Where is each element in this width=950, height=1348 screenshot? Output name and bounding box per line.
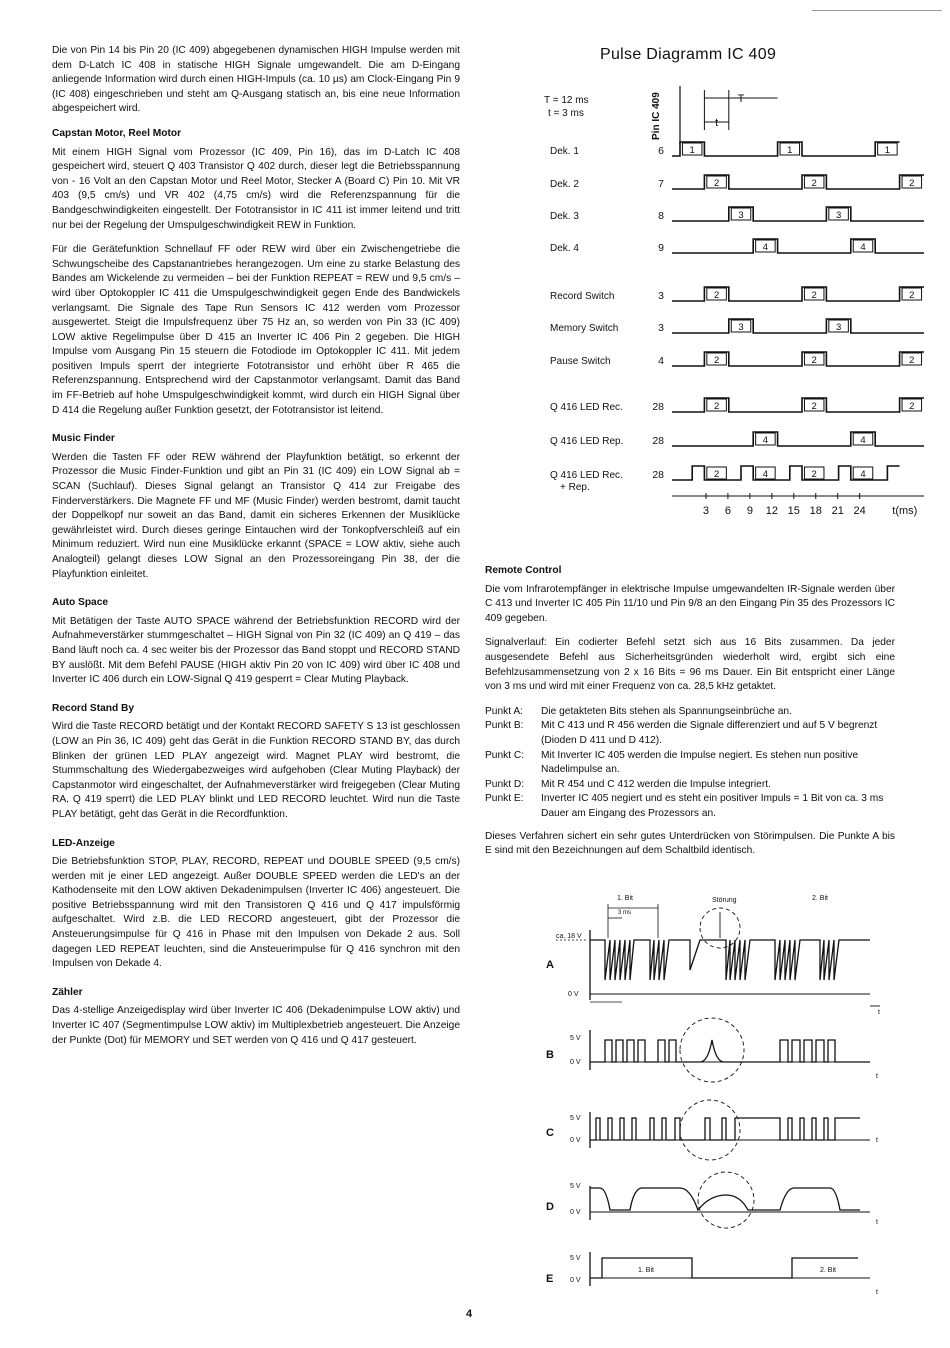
x-tick-label: 24	[853, 505, 866, 517]
digit-label: 2	[909, 178, 915, 189]
x-tick-label: 6	[724, 505, 731, 517]
section-music-finder	[52, 432, 460, 582]
section-paragraph: Werden die Tasten FF oder REW während der Playfunktion betätigt, so erkennt der Prozessor die Music Finder-Funktion und gibt an Pin 31 (IC 409) ein LOW Signal ab = SCAN (Suchlauf). Dieses Signal gelangt an Transistor Q 414 zur Freigabe des Finderverstärkers. Die Magnete FF und MF (Music Finder) werden bestromt, damit taucht der Doppelkopf nur soweit an das Band, damit ein sicheres Erkennen der Musiklücke gewährleistet wird. Durch dieses geringe Eintauchen wird der Tonkopfverschleiß auf ein Minimum reduziert. Wird nun eine Musiklücke erkannt (SPACE = LOW aktiv, siehe auch Analogteil) gelangt dieses LOW Signal an den Prozessoreingang Pin 38, der die Playfunktion einleitet.	[52, 451, 460, 580]
intro-paragraph: Die von Pin 14 bis Pin 20 (IC 409) abgegebenen dynamischen HIGH Impulse werden mit dem D-Latch IC 408 in statische HIGH Signale umgewandelt. Die am D-Eingang anliegende Information wird durch einen HIGH-Impuls (ca. 10 µs) am Clock-Eingang Pin 9 (IC 408) eingeschrieben und steht am Q-Ausgang statisch an, bis eine neue Information abgespeichert wird.	[52, 45, 460, 115]
digit-label: 4	[762, 435, 769, 446]
row-label: Q 416 LED Rep.	[550, 436, 624, 447]
pulse-diagram	[530, 76, 918, 526]
row-sublabel: + Rep.	[560, 482, 590, 493]
row-label: Q 416 LED Rec.	[550, 402, 623, 413]
row-label: Dek. 3	[550, 211, 579, 222]
digit-label: 2	[909, 290, 915, 301]
trace-c-waveform	[590, 1100, 870, 1160]
section-paragraph: Für die Gerätefunktion Schnellauf FF oder REW wird über ein Zwischengetriebe die Schwungscheibe des Capstanantriebes herangezogen. Um eine zu starke Belastung des Bandes am Wickelende zu vermeiden – bei der Funktion REPEAT = REW und 9,5 cm/s – wird über Optokoppler IC 411 die Umspulgeschwindigkeit gegen Ende des Bandwickels verlangsamt. Die Signale des Tape Run Sensors IC 412 werden vom Prozessor ausgewertet. Steigt die Impulsfrequenz über 75 Hz an, so werden von Pin 33 (IC 409) LOW aktive Regelimpulse über D 415 an Inverter IC 406 Pin 2 gegeben. Die HIGH Impulse vom Ausgang Pin 15 steuern die Fotodiode im Optokoppler IC 411. Mit jedem positiven Impuls sperrt der integrierte Fototransistor und erhöht über R 465 die Referenzspannung. Entsprechend wird der Capstanmotor verlangsamt. Damit das Band im FF-Betrieb auf hohe Umspulgeschwindigkeit kommt, wird durch ein HIGH Signal über D 414 die Regelung außer Funktion gesetzt, der Fototransistor ist leitend.	[52, 244, 460, 416]
list-item	[485, 749, 895, 778]
x-tick-label: 9	[746, 505, 753, 517]
row-pin: 8	[658, 210, 664, 222]
row-label: Record Switch	[550, 291, 615, 302]
digit-label: 4	[860, 469, 866, 480]
digit-label: 4	[860, 242, 866, 253]
digit-label: 4	[762, 469, 769, 480]
pulse-diagram-title: Pulse Diagramm IC 409	[600, 46, 777, 63]
section-heading: Auto Space	[52, 597, 109, 609]
trace-d-waveform	[590, 1172, 870, 1228]
pulse-waveform	[672, 142, 900, 156]
pulse-waveform	[672, 207, 924, 221]
section-paragraph: Mit Betätigen der Taste AUTO SPACE während der Betriebsfunktion RECORD wird der Aufnahmeverstärker stummgeschaltet – HIGH Signal von Pin 32 (IC 409) an Q 419 – das Band läuft noch ca. 4 sec weiter bis der Prozessor das Band stoppt und RECORD STAND BY auslößt. Mit dem Befehl PAUSE (HIGH aktiv Pin 20 von IC 409) wird über IC 408 und Inverter IC 406 durch ein LOW-Signal Q 419 gesperrt = Clear Muting Playback.	[52, 615, 460, 686]
punkt-text: Die getakteten Bits stehen als Spannungseinbrüche an.	[541, 705, 792, 717]
digit-label: 2	[713, 469, 720, 480]
row-pin: 6	[658, 145, 664, 157]
pulse-waveform	[672, 175, 924, 189]
x-tick-label: 12	[765, 505, 778, 517]
top-rule	[812, 10, 942, 11]
list-item	[485, 792, 895, 821]
time-label: t	[876, 1073, 878, 1080]
section-capstan	[52, 127, 460, 418]
x-tick-label: 21	[831, 505, 844, 517]
x-tick-label: 18	[809, 505, 822, 517]
punkt-label: Punkt C:	[485, 749, 525, 761]
time-label: t	[878, 1009, 880, 1016]
duration-t-label: t	[715, 117, 719, 129]
time-label: t	[876, 1137, 878, 1144]
trace-label-e: E	[546, 1273, 554, 1285]
x-tick-label: 15	[787, 505, 800, 517]
punkte-list	[485, 705, 895, 822]
voltage-label: 0 V	[570, 1209, 581, 1216]
voltage-label: 0 V	[570, 1137, 581, 1144]
voltage-label: 0 V	[568, 991, 579, 998]
punkt-label: Punkt B:	[485, 720, 524, 732]
trace-label-c: C	[546, 1127, 554, 1139]
pulse-waveform	[672, 352, 924, 366]
row-pin: 28	[652, 401, 664, 413]
digit-label: 3	[835, 210, 842, 221]
digit-label: 2	[811, 469, 817, 480]
digit-label: 2	[909, 355, 915, 366]
param-T: T = 12 ms	[544, 95, 589, 106]
time-label: t	[876, 1219, 878, 1226]
voltage-label: 5 V	[570, 1183, 581, 1190]
row-label: Q 416 LED Rec.	[550, 470, 623, 481]
x-axis-unit: t(ms)	[892, 505, 918, 517]
punkt-text: Mit R 454 und C 412 werden die Impulse integriert.	[541, 778, 771, 790]
row-label: Dek. 1	[550, 146, 579, 157]
row-label: Dek. 2	[550, 179, 579, 190]
time-label: t	[876, 1289, 878, 1296]
voltage-label: ca. 18 V	[556, 933, 582, 940]
row-pin: 28	[652, 435, 664, 447]
digit-label: 2	[811, 290, 817, 301]
section-heading: Record Stand By	[52, 702, 135, 714]
row-pin: 3	[658, 322, 664, 334]
digit-label: 1	[787, 145, 793, 156]
section-record-stand-by	[52, 702, 460, 823]
pulse-waveform	[672, 287, 924, 301]
x-tick-label: 3	[702, 505, 710, 517]
period-T-label: T	[737, 93, 745, 105]
digit-label: 2	[811, 401, 817, 412]
list-item	[485, 719, 895, 748]
section-heading: Capstan Motor, Reel Motor	[52, 127, 182, 139]
digit-label: 2	[713, 401, 720, 412]
time-axis	[672, 493, 924, 517]
trace-a-waveform	[556, 904, 880, 1006]
remote-signal-diagram	[530, 890, 900, 1300]
right-column	[485, 560, 895, 869]
bit2-label: 2. Bit	[812, 895, 828, 902]
trace-label-d: D	[546, 1201, 554, 1213]
pulse-waveform	[672, 432, 924, 446]
voltage-label: 0 V	[570, 1059, 581, 1066]
digit-label: 3	[738, 210, 744, 221]
row-pin: 4	[658, 355, 664, 367]
row-pin: 7	[658, 178, 664, 190]
left-column	[52, 44, 460, 1058]
punkt-text: Inverter IC 405 negiert und es steht ein positiver Impuls = 1 Bit von ca. 3 ms Dauer am Eingang des Prozessors an.	[541, 793, 884, 819]
digit-label: 2	[713, 290, 720, 301]
section-paragraph: Wird die Taste RECORD betätigt und der Kontakt RECORD SAFETY S 13 ist geschlossen (LOW an Pin 36, IC 409) geht das Gerät in die Funktion RECORD STAND BY, das durch Blinken der grünen LED PLAY angezeigt wird. Magnet PLAY wird bestromt, die Stummschaltung des Wiedergabezweiges wird aufgehoben (Clear Muting Playback) der Capstanmotor wird eingeschaltet, der Aufnahmeverstärker wird freigegeben (Clear Muting RA, Q 419 sperrt) die LED PLAY blinkt und LED RECORD leuchtet. Wird nun die Taste PLAY betätigt, geht das Gerät in die Recordfunktion.	[52, 721, 460, 820]
punkt-label: Punkt D:	[485, 778, 525, 790]
section-led-anzeige	[52, 837, 460, 972]
bit1-label: 1. Bit	[617, 895, 633, 902]
trace-b-waveform	[590, 1018, 870, 1082]
punkt-text: Mit C 413 und R 456 werden die Signale differenziert und auf 5 V begrenzt (Dioden D 411 und D 412).	[541, 720, 878, 746]
row-pin: 9	[658, 242, 664, 254]
remote-paragraph-1: Die vom Infrarotempfänger in elektrische Impulse umgewandelten IR-Signale werden über C 413 und Inverter IC 405 Pin 11/10 und Pin 9/8 an den Eingang Pin 35 des Prozessors IC 409 gegeben.	[485, 583, 895, 624]
pulse-waveform	[672, 319, 924, 333]
voltage-label: 5 V	[570, 1115, 581, 1122]
param-t: t = 3 ms	[548, 108, 584, 119]
stoerung-label: Störung	[712, 897, 737, 904]
e-bit1-label: 1. Bit	[638, 1267, 654, 1274]
section-paragraph: Mit einem HIGH Signal vom Prozessor (IC 409, Pin 16), das im D-Latch IC 408 gespeichert wird, steuert Q 403 Transistor Q 402 durch, dieser legt die Betriebsspannung von - 16 Volt an den Capstan Motor und Reel Motor, Stecker A (Board C) Pin 10. Mit VR 403 (9,5 cm/s) und VR 402 (4,75 cm/s) wird die Referenzspannung für die Bandgeschwindigkeiten eingestellt. Der Fototransistor in IC 411 ist immer leitend und tritt nur bei der Regelung der Umspulgeschwindigkeit REW in Funktion.	[52, 146, 460, 231]
section-zaehler	[52, 986, 460, 1048]
trace-label-a: A	[546, 959, 554, 971]
section-auto-space	[52, 596, 460, 688]
page-number: 4	[466, 1308, 473, 1320]
digit-label: 2	[713, 355, 720, 366]
digit-label: 4	[762, 242, 769, 253]
digit-label: 3	[835, 322, 842, 333]
remote-heading: Remote Control	[485, 565, 562, 576]
voltage-label: 5 V	[570, 1035, 581, 1042]
voltage-label: 0 V	[570, 1277, 581, 1284]
remote-paragraph-3: Dieses Verfahren sichert ein sehr gutes Unterdrücken von Störimpulsen. Die Punkte A bis E sind mit den Bezeichnungen auf dem Schaltbild identisch.	[485, 830, 895, 857]
row-label: Dek. 4	[550, 243, 579, 254]
digit-label: 4	[860, 435, 866, 446]
section-heading: Zähler	[52, 986, 83, 998]
trace-label-b: B	[546, 1049, 554, 1061]
section-paragraph: Das 4-stellige Anzeigedisplay wird über Inverter IC 406 (Dekadenimpulse LOW aktiv) und Inverter IC 407 (Segmentimpulse LOW aktiv) im Multiplexbetrieb angesteuert. Die Anzeige der Punkte (Dot) für MEMORY und SET werden von Q 416 und Q 417 gesteuert.	[52, 1005, 460, 1046]
row-label: Pause Switch	[550, 356, 611, 367]
ms3-label: 3 ms	[618, 910, 632, 916]
pulse-rows	[550, 86, 924, 493]
remote-paragraph-2: Signalverlauf: Ein codierter Befehl setzt sich aus 16 Bits zusammen. Da jeder ausgesendete Befehl aus Sicherheitsgründen wiederholt wird, ergibt sich eine Befehlzusammensetzung von 2 x 16 Bits = 96 ms Dauer. Ein Bit entspricht einer Länge von 3 ms und wird mit einer Frequenz von ca. 28,5 kHz getaktet.	[485, 637, 895, 693]
digit-label: 1	[689, 145, 695, 156]
pulse-waveform	[672, 398, 924, 412]
section-heading: LED-Anzeige	[52, 837, 115, 849]
list-item	[485, 705, 895, 720]
digit-label: 1	[884, 145, 891, 156]
digit-label: 2	[811, 355, 817, 366]
list-item	[485, 778, 895, 793]
e-bit2-label: 2. Bit	[820, 1267, 836, 1274]
pulse-waveform	[672, 239, 924, 253]
section-heading: Music Finder	[52, 433, 115, 445]
digit-label: 3	[738, 322, 744, 333]
row-pin: 3	[658, 290, 664, 302]
punkt-text: Mit Inverter IC 405 werden die Impulse negiert. Es stehen nun positive Nadelimpulse an.	[541, 749, 859, 776]
digit-label: 2	[909, 401, 915, 412]
digit-label: 2	[811, 178, 817, 189]
section-paragraph: Die Betriebsfunktion STOP, PLAY, RECORD, REPEAT und DOUBLE SPEED (9,5 cm/s) werden mit je einer LED angezeigt. Außer DOUBLE SPEED werden die LED's an der Kathodenseite mit den LOW aktiven Dekadenimpulsen (Inverter IC 406) angesteuert. Die positive Betriebsspannung wird mit den Transistoren Q 416 und Q 417 impulsförmig aufgeschaltet. Wird z.B. die LED RECORD angesteuert, gibt der Prozessor die Ansteuerungsimpulse für Q 416 in Phase mit den Impulsen von Dekade 2 aus. Soll dagegen LED REPEAT leuchten, sind die Ansteuerimpulse für Q 416 synchron mit den Impulsen von Dekade 4.	[52, 856, 460, 970]
punkt-label: Punkt E:	[485, 793, 524, 805]
punkt-label: Punkt A:	[485, 705, 523, 717]
voltage-label: 5 V	[570, 1255, 581, 1262]
digit-label: 2	[713, 178, 720, 189]
row-pin: 28	[652, 469, 664, 481]
pin-header: Pin IC 409	[651, 92, 662, 140]
row-label: Memory Switch	[550, 323, 619, 334]
